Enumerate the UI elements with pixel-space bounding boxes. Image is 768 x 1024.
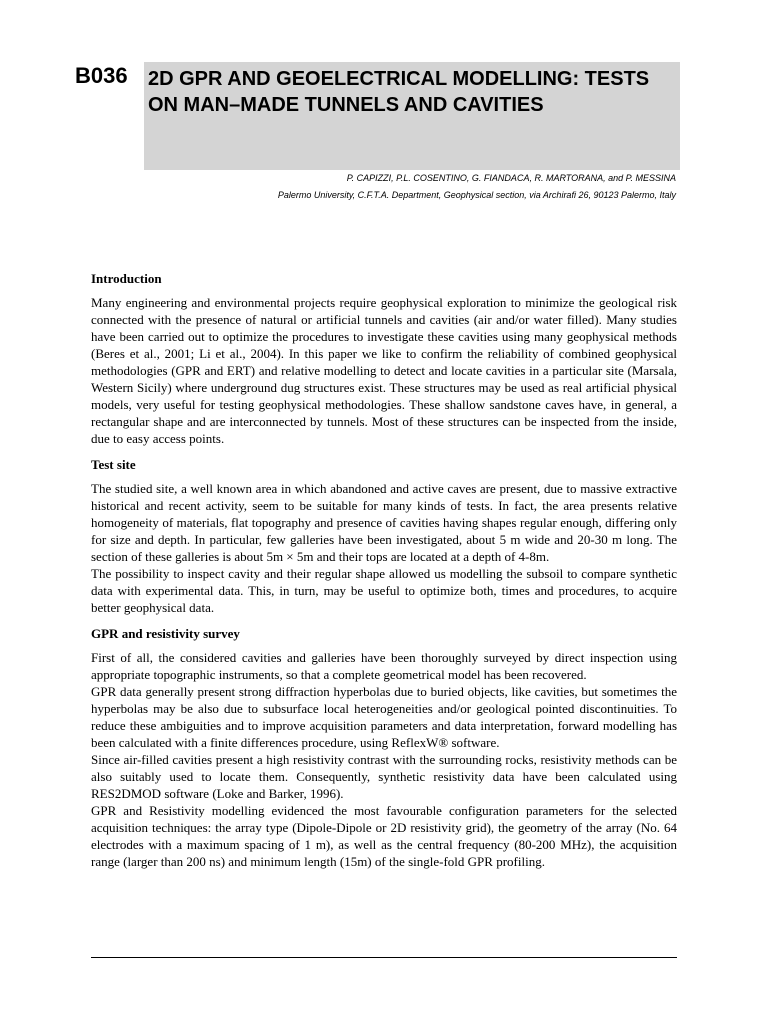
section-heading: GPR and resistivity survey	[91, 626, 240, 641]
section-heading: Test site	[91, 457, 136, 472]
section-test-site	[91, 456, 677, 616]
paragraph: The possibility to inspect cavity and their regular shape allowed us modelling the subsoil to compare synthetic data with experimental data. This, in turn, may be useful to optimize both, times and procedures, to acquire better geophysical data.	[91, 566, 677, 615]
section-heading: Introduction	[91, 271, 162, 286]
paper-title: 2D GPR AND GEOELECTRICAL MODELLING: TESTS ON MAN–MADE TUNNELS AND CAVITIES	[148, 68, 650, 116]
paragraph: The studied site, a well known area in which abandoned and active caves are present, due to massive extractive historical and recent activity, seem to be suitable for many kinds of tests. In fact, the area presents relative homogeneity of materials, flat topography and presence of cavities having shapes regular enough, differing only for size and depth. In particular, few galleries have been investigated, about 5 m wide and 20-30 m long. The section of these galleries is about 5m × 5m and their tops are located at a depth of 4-8m.	[91, 481, 677, 564]
paragraph: GPR and Resistivity modelling evidenced the most favourable configuration parameters for the selected acquisition techniques: the array type (Dipole-Dipole or 2D resistivity grid), the geometry of the array (No. 64 electrodes with a maximum spacing of 1 m), as well as the central frequency (80-200 MHz), the acquisition range (larger than 200 ns) and minimum length (15m) of the single-fold GPR profiling.	[91, 803, 677, 869]
paragraph: GPR data generally present strong diffraction hyperbolas due to buried objects, like cavities, but sometimes the hyperbolas may be also due to subsurface local heterogeneities and/or geological pointed discontinuities. To reduce these ambiguities and to improve acquisition parameters and data interpretation, forward modelling has been calculated with a finite differences procedure, using ReflexW® software.	[91, 684, 677, 750]
authors: P. CAPIZZI, P.L. COSENTINO, G. FIANDACA, R. MARTORANA, and P. MESSINA	[346, 173, 676, 183]
section-introduction	[91, 270, 677, 447]
paragraph: Since air-filled cavities present a high resistivity contrast with the surrounding rocks, resistivity methods can be also suitably used to locate them. Consequently, synthetic resistivity data have been calculated using RES2DMOD software (Loke and Barker, 1996).	[91, 752, 677, 801]
footer-rule	[91, 957, 677, 958]
paragraph: First of all, the considered cavities and galleries have been thoroughly surveyed by direct inspection using appropriate topographic instruments, so that a complete geometrical model has been recovered.	[91, 650, 677, 682]
affiliation: Palermo University, C.F.T.A. Department, Geophysical section, via Archirafi 26, 90123 Palermo, Italy	[277, 190, 676, 200]
section-gpr-resistivity	[91, 625, 677, 870]
paper-code: B036	[75, 63, 128, 88]
paragraph: Many engineering and environmental projects require geophysical exploration to minimize the geological risk connected with the presence of natural or artificial tunnels and cavities (air and/or water filled). Many studies have been carried out to optimize the procedures to investigate these cavities using many geophysical methods (Beres et al., 2001; Li et al., 2004). In this paper we like to confirm the reliability of combined geophysical methodologies (GPR and ERT) and relative modelling to detect and locate cavities in a particular site (Marsala, Western Sicily) where underground dug structures exist. These structures may be used as real artificial physical models, very useful for testing geophysical methodologies. These shallow sandstone caves have, in general, a rectangular shape and are interconnected by tunnels. Most of these structures can be inspected from the inside, due to easy access points.	[91, 295, 677, 446]
body-content	[91, 270, 677, 879]
